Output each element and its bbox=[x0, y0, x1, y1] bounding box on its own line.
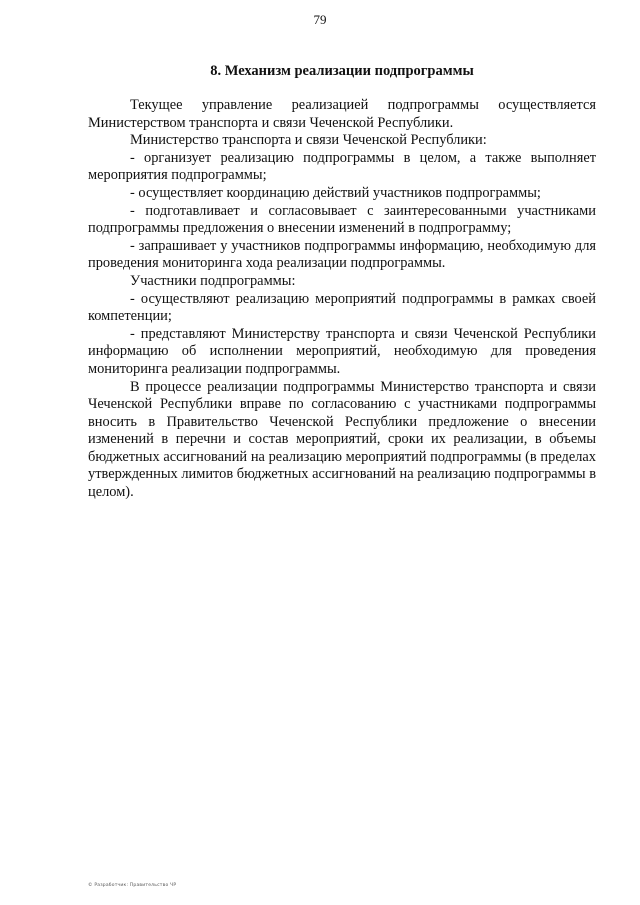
list-item: - представляют Министерству транспорта и связи Чеченской Республики информацию об исполнении мероприятий, необходимую для проведения мониторинга реализации подпрограммы. bbox=[88, 325, 596, 377]
paragraph: Текущее управление реализацией подпрограммы осуществляется Министерством транспорта и связи Чеченской Республики. bbox=[88, 97, 596, 131]
list-item: - подготавливает и согласовывает с заинтересованными участниками подпрограммы предложения о внесении изменений в подпрограмму; bbox=[88, 202, 596, 237]
page-number: 79 bbox=[313, 12, 327, 27]
paragraph: Участники подпрограммы: bbox=[130, 272, 296, 289]
list-item: - запрашивает у участников подпрограммы информацию, необходимую для проведения мониторинга хода реализации подпрограммы. bbox=[88, 237, 596, 272]
list-item: - осуществляют реализацию мероприятий подпрограммы в рамках своей компетенции; bbox=[88, 290, 596, 325]
paragraph: Министерство транспорта и связи Чеченской Республики: bbox=[130, 132, 487, 149]
footer-stamp: © Разработчик: Правительство ЧР bbox=[88, 883, 177, 888]
list-item: - организует реализацию подпрограммы в целом, а также выполняет мероприятия подпрограммы; bbox=[88, 149, 596, 184]
list-item: - осуществляет координацию действий участников подпрограммы; bbox=[130, 184, 541, 201]
body-text bbox=[88, 97, 596, 502]
paragraph: В процессе реализации подпрограммы Министерство транспорта и связи Чеченской Республики вправе по согласованию с участниками подпрограммы вносить в Правительство Чеченской Республики предложение о внесении изменений в перечни и состав мероприятий, сроки их реализации, в объемы бюджетных ассигнований на реализацию мероприятий подпрограммы (в пределах утвержденных лимитов бюджетных ассигнований на реализацию подпрограммы в целом). bbox=[88, 378, 596, 501]
section-heading: 8. Механизм реализации подпрограммы bbox=[210, 63, 474, 79]
